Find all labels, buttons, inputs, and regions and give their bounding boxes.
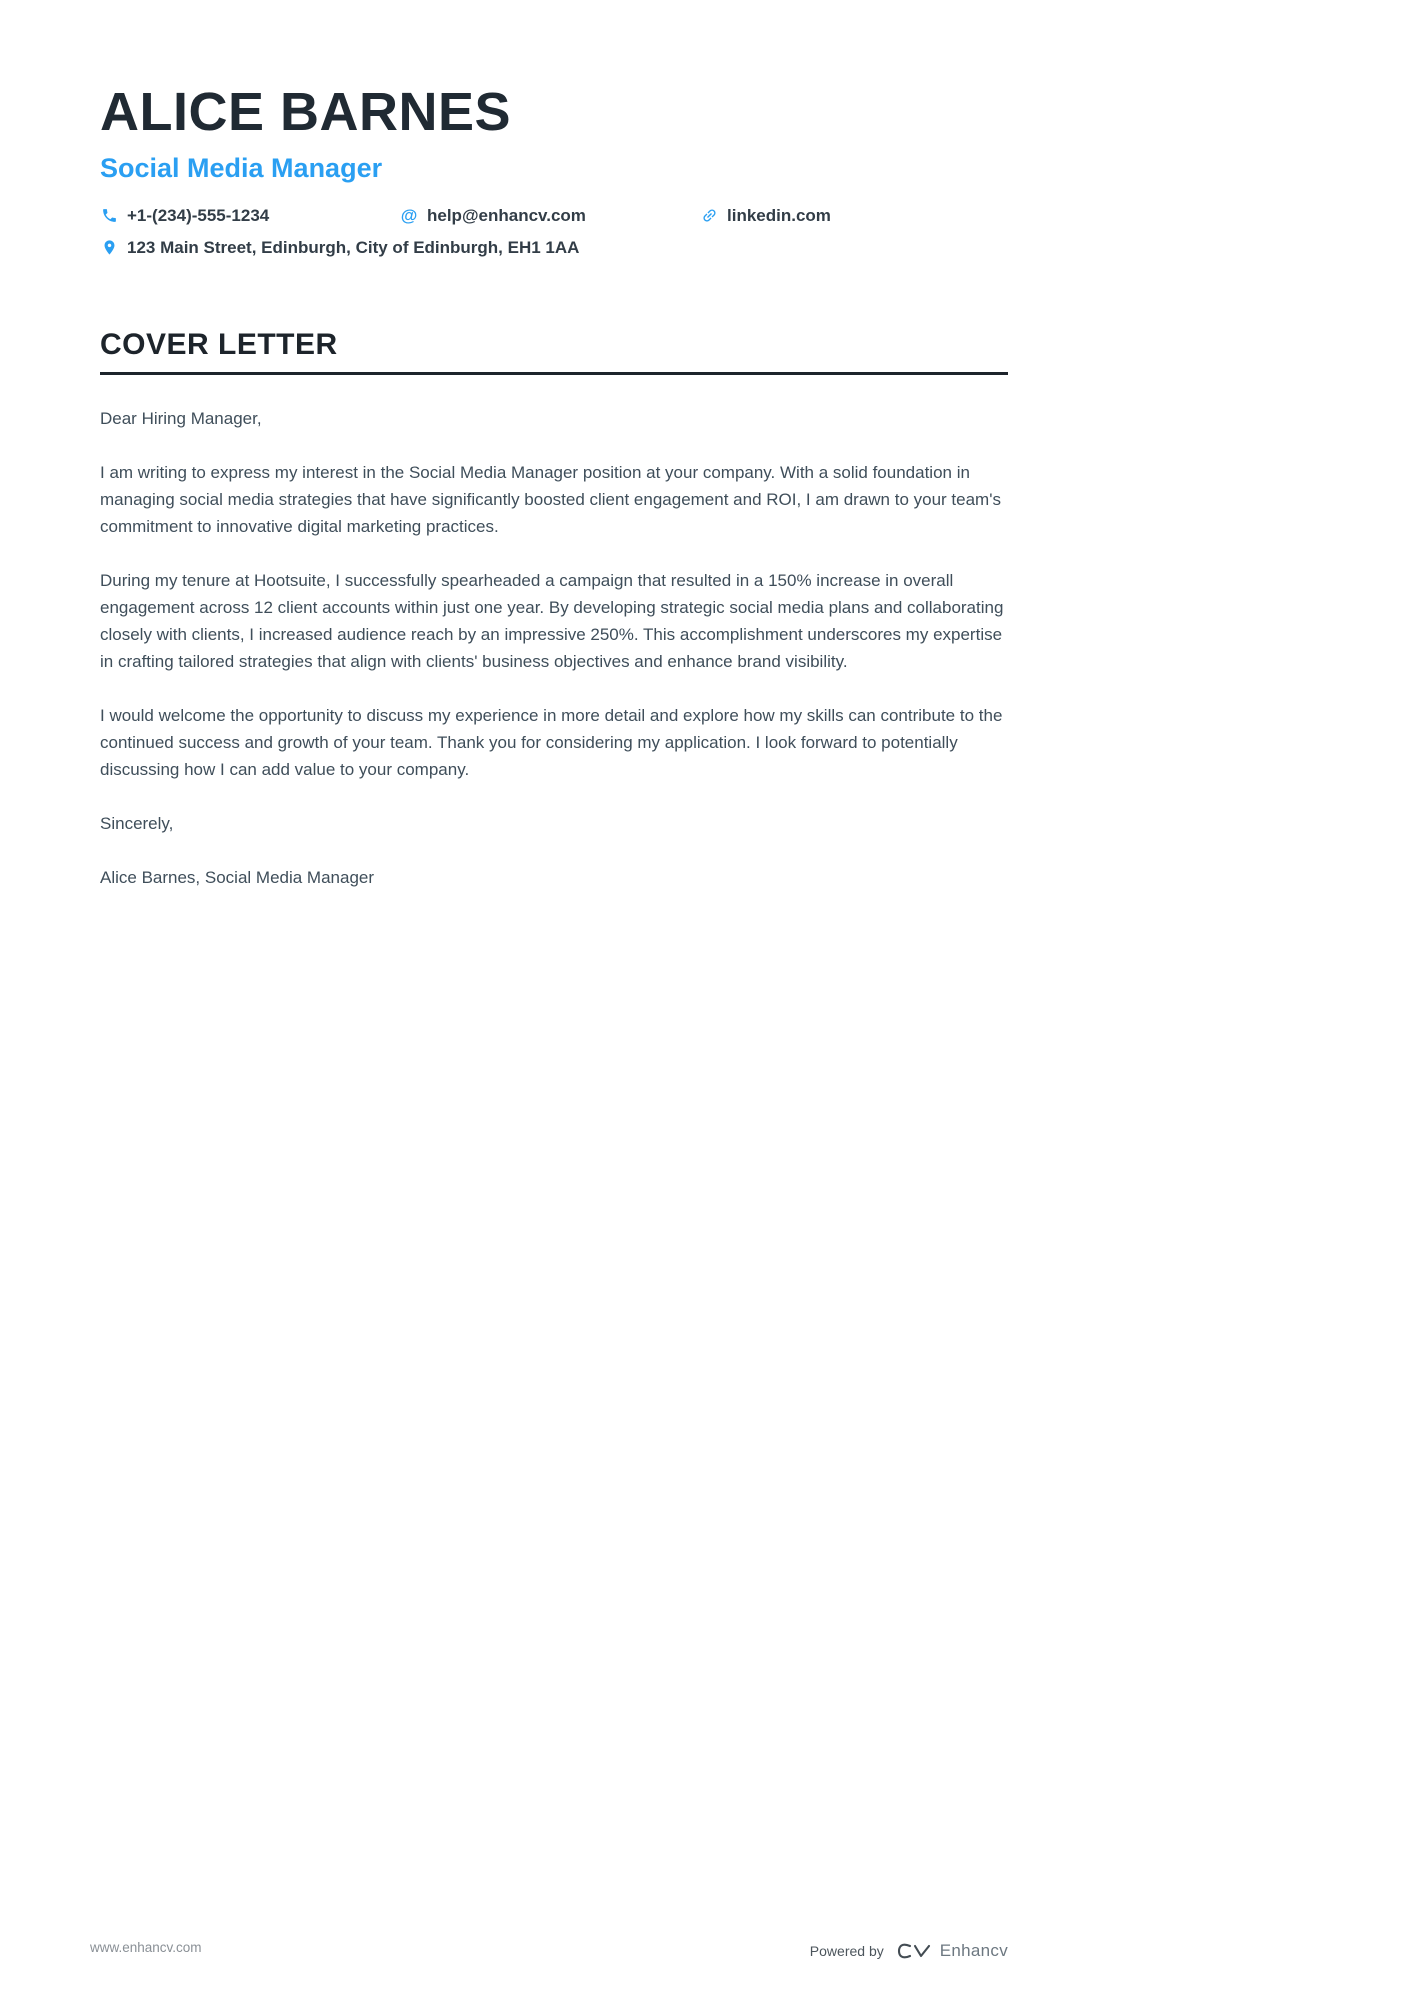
enhancv-brand-name: Enhancv bbox=[939, 1941, 1008, 1960]
letter-salutation: Dear Hiring Manager, bbox=[100, 408, 262, 428]
enhancv-brand-link[interactable] bbox=[896, 1941, 1008, 1961]
document-content bbox=[100, 84, 1008, 891]
enhancv-logo-icon bbox=[896, 1941, 932, 1961]
powered-by-label: Powered by bbox=[809, 1943, 884, 1959]
person-name: ALICE BARNES bbox=[100, 82, 512, 142]
address-item bbox=[100, 238, 579, 258]
linkedin-link[interactable] bbox=[700, 206, 831, 226]
letter-paragraph: During my tenure at Hootsuite, I successfully spearheaded a campaign that resulted in a 150% increase in overall engagement across 12 client accounts within just one year. By developing strategic social media plans and collaborating closely with clients, I increased audience reach by an impressive 250%. This accomplishment underscores my expertise in crafting tailored strategies that align with clients' business objectives and enhance brand visibility. bbox=[100, 570, 1004, 671]
email-at-icon: @ bbox=[400, 205, 418, 225]
phone-link[interactable] bbox=[100, 206, 400, 226]
location-icon bbox=[100, 239, 118, 257]
phone-number: +1-(234)-555-1234 bbox=[127, 205, 270, 225]
phone-icon bbox=[100, 207, 118, 225]
email-link[interactable] bbox=[400, 206, 700, 226]
person-job-title: Social Media Manager bbox=[100, 152, 383, 183]
footer-website-link[interactable]: www.enhancv.com bbox=[90, 1940, 202, 1955]
address-text: 123 Main Street, Edinburgh, City of Edinburgh, EH1 1AA bbox=[127, 237, 580, 257]
section-title-cover-letter: COVER LETTER bbox=[100, 328, 1008, 375]
contact-row-secondary bbox=[100, 238, 1008, 258]
document-header bbox=[100, 84, 1008, 258]
letter-body bbox=[100, 405, 1008, 891]
letter-closing: Sincerely, bbox=[100, 813, 174, 833]
footer-branding bbox=[810, 1941, 1008, 1961]
letter-signature: Alice Barnes, Social Media Manager bbox=[100, 867, 375, 887]
letter-paragraph: I am writing to express my interest in the Social Media Manager position at your company. With a solid foundation in managing social media strategies that have significantly boosted client engagement and ROI, I am drawn to your team's commitment to innovative digital marketing practices. bbox=[100, 462, 1001, 536]
contact-row-primary bbox=[100, 206, 1008, 226]
letter-paragraph: I would welcome the opportunity to discuss my experience in more detail and explore how my skills can contribute to the continued success and growth of your team. Thank you for considering my application. I look forward to potentially discussing how I can add value to your company. bbox=[100, 705, 1003, 779]
email-address: help@enhancv.com bbox=[427, 205, 586, 225]
link-icon bbox=[700, 207, 718, 225]
linkedin-url: linkedin.com bbox=[727, 205, 831, 225]
